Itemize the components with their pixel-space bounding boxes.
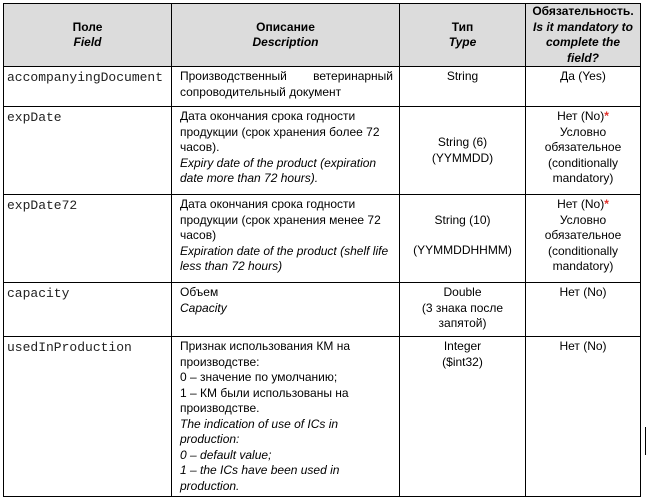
type-format: ($int32)	[442, 354, 483, 369]
field-name: expDate72	[4, 195, 172, 283]
field-mandatory	[526, 195, 641, 283]
field-type: String	[400, 67, 526, 107]
table-row	[4, 107, 641, 195]
mandatory-value: Нет (No)	[557, 109, 605, 123]
desc-en-value-0: 0 – default value;	[180, 447, 272, 462]
header-req-ru: Обязательность.	[532, 4, 634, 18]
field-description	[172, 195, 400, 283]
field-name: expDate	[4, 107, 172, 195]
field-description	[172, 283, 400, 337]
desc-en: Expiration date of the product (shelf life less than 72 hours)	[180, 243, 389, 273]
field-type	[400, 337, 526, 497]
field-mandatory: Да (Yes)	[526, 67, 641, 107]
table-row	[4, 195, 641, 283]
desc-ru: Признак использования КМ на производстве:	[180, 339, 350, 369]
field-mandatory: Нет (No)	[526, 337, 641, 497]
desc-ru-value-1: 1 – КМ были использованы на производстве.	[180, 385, 349, 415]
asterisk-icon: *	[604, 197, 609, 211]
asterisk-icon: *	[604, 109, 609, 123]
table-row	[4, 283, 641, 337]
type-format: (3 знака после запятой)	[421, 300, 504, 330]
header-field-en: Field	[73, 35, 102, 49]
mandatory-value: Нет (No)	[557, 197, 605, 211]
field-mandatory	[526, 107, 641, 195]
header-type	[400, 4, 526, 67]
field-spec-table	[3, 3, 641, 497]
mandatory-note: Условно обязательное (conditionally mandatory)	[544, 212, 622, 273]
type-value: String (10)	[434, 213, 491, 227]
spec-table-frame	[3, 3, 640, 493]
desc-ru-value-0: 0 – значение по умолчанию;	[180, 370, 338, 384]
table-header-row	[4, 4, 641, 67]
header-desc-ru: Описание	[256, 19, 315, 34]
desc-en: Expiry date of the product (expiration date more than 72 hours).	[180, 155, 377, 185]
header-type-en: Type	[448, 35, 477, 49]
desc-en-value-1: 1 – the ICs have been used in production.	[180, 463, 340, 493]
type-value: String (6)	[437, 135, 488, 149]
type-format: (YYMMDD)	[431, 150, 494, 165]
field-description	[172, 107, 400, 195]
desc-ru: Объем	[180, 285, 219, 299]
desc-ru: Дата окончания срока годности продукции (срок хранения менее 72 часов)	[180, 197, 381, 242]
header-field-ru: Поле	[72, 19, 103, 34]
type-format: (YYMMDDHHMM)	[413, 242, 512, 257]
header-req-en: Is it mandatory to complete the field?	[532, 19, 633, 65]
field-name: usedInProduction	[4, 337, 172, 497]
table-row	[4, 337, 641, 497]
type-value: Integer	[443, 339, 482, 353]
page-edge-line	[645, 427, 646, 455]
header-mandatory	[526, 4, 641, 67]
field-mandatory: Нет (No)	[526, 283, 641, 337]
field-name: accompanyingDocument	[4, 67, 172, 107]
field-type	[400, 107, 526, 195]
header-desc-en: Description	[252, 35, 319, 49]
table-row	[4, 67, 641, 107]
field-description	[172, 67, 400, 107]
field-name: capacity	[4, 283, 172, 337]
desc-en: Capacity	[180, 300, 227, 315]
header-type-ru: Тип	[451, 19, 474, 34]
mandatory-note: Условно обязательное (conditionally mandatory)	[544, 124, 622, 185]
header-description	[172, 4, 400, 67]
field-type	[400, 195, 526, 283]
desc-ru: Дата окончания срока годности продукции (срок хранения более 72 часов).	[180, 109, 380, 154]
header-field	[4, 4, 172, 67]
field-type	[400, 283, 526, 337]
field-description	[172, 337, 400, 497]
desc-ru: Производственный ветеринарный сопроводительный документ	[180, 69, 393, 99]
type-value: Double	[443, 285, 482, 299]
desc-en: The indication of use of ICs in production:	[180, 416, 339, 446]
